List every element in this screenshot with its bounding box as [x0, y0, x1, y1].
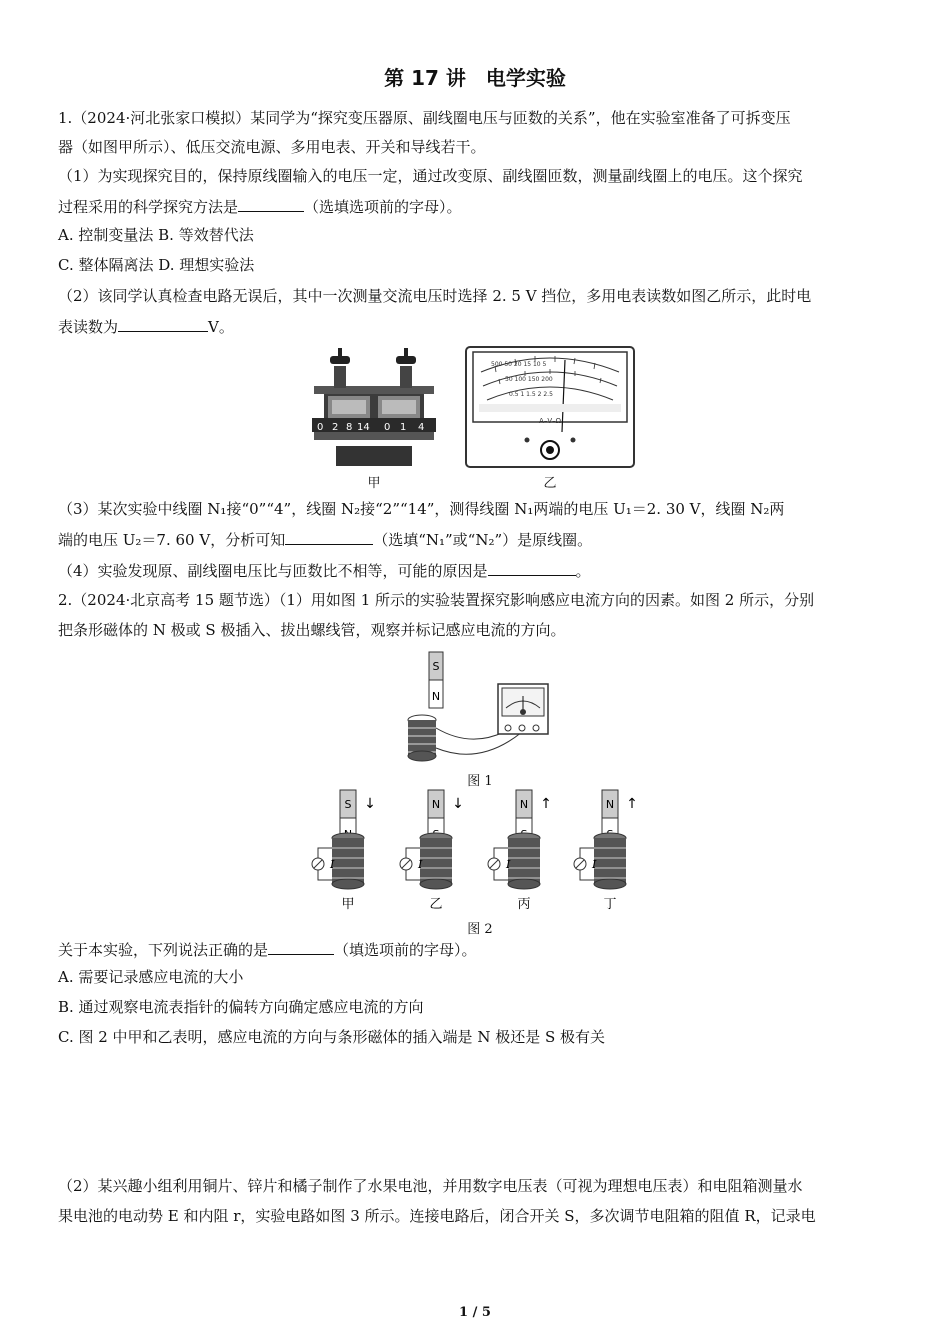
q1-part3-line-1: （3）某次实验中线圈 N₁接“0”“4”，线圈 N₂接“2”“14”，测得线圈 N₁两端的电压 U₁＝2. 30 V，线圈 N₂两: [58, 500, 785, 518]
answer-blank[interactable]: [268, 939, 334, 955]
q1-options-cd: C. 整体隔离法 D. 理想实验法: [58, 256, 255, 274]
terminal-label: 14: [357, 422, 370, 433]
figure-caption-jia: 甲: [367, 476, 381, 491]
answer-blank[interactable]: [238, 196, 304, 212]
motion-arrow: ↑: [626, 796, 638, 812]
q2-question-text: 关于本实验，下列说法正确的是: [58, 941, 269, 959]
q1-part4-text: （4）实验发现原、副线圈电压比与匝数比不相等，可能的原因是: [58, 562, 488, 580]
figure-caption-yi: 乙: [543, 476, 557, 491]
terminal-label: 0: [317, 422, 324, 433]
induction-case-panel: [562, 786, 652, 916]
page-number: 1 / 5: [459, 1305, 491, 1320]
current-symbol: I: [418, 858, 423, 871]
current-symbol: I: [330, 858, 335, 871]
terminal-label: 4: [418, 422, 425, 433]
transformer-figure: [312, 346, 436, 468]
current-symbol: I: [506, 858, 511, 871]
q1-options-ab: A. 控制变量法 B. 等效替代法: [58, 226, 254, 244]
q1-part2-line-2: [58, 316, 234, 337]
figure2-caption: 图 2: [467, 922, 493, 937]
panel-label: 乙: [429, 897, 443, 912]
q1-part1-line-1: （1）为实现探究目的，保持原线圈输入的电压一定，通过改变原、副线圈匝数，测量副线圈上的电压。这个探究: [58, 167, 803, 185]
svg-text:500 50 20 15 10 5: 500 50 20 15 10 5: [491, 361, 547, 368]
q1-part2-line-1: （2）该同学认真检查电路无误后，其中一次测量交流电压时选择 2. 5 V 挡位，多用电表读数如图乙所示，此时电: [58, 287, 812, 305]
q2-line-2: 把条形磁体的 N 极或 S 极插入、拔出螺线管，观察并标记感应电流的方向。: [58, 621, 566, 639]
q1-part3-line-2: [58, 529, 592, 550]
terminal-label: 8: [346, 422, 353, 433]
q2-line-1: 2.（2024·北京高考 15 题节选）（1）用如图 1 所示的实验装置探究影响感应电流方向的因素。如图 2 所示，分别: [58, 591, 815, 609]
motion-arrow: ↓: [452, 796, 464, 812]
induction-cases-figure: [300, 786, 660, 916]
motion-arrow: ↑: [540, 796, 552, 812]
answer-blank[interactable]: [118, 316, 208, 332]
answer-blank[interactable]: [488, 560, 576, 576]
terminal-label: 0: [384, 422, 391, 433]
meter-label: A–V–Ω: [539, 417, 561, 425]
magnet-top-pole: N: [431, 798, 441, 811]
magnet-top-pole: N: [519, 798, 529, 811]
q1-part2-text: 表读数为: [58, 318, 119, 336]
induction-setup-figure: [400, 648, 552, 768]
q1-part1-tail: （选填选项前的字母）。: [304, 198, 462, 216]
q2-part2-line-1: （2）某兴趣小组利用铜片、锌片和橘子制作了水果电池，并用数字电压表（可视为理想电压表）和电阻箱测量水: [58, 1177, 803, 1195]
multimeter-figure: [465, 346, 635, 468]
q2-option-c: C. 图 2 中甲和乙表明，感应电流的方向与条形磁体的插入端是 N 极还是 S 极有关: [58, 1028, 606, 1046]
current-symbol: I: [592, 858, 597, 871]
q1-line-2: 器（如图甲所示）、低压交流电源、多用电表、开关和导线若干。: [58, 138, 486, 156]
svg-text:0.5 1 1.5 2 2.5: 0.5 1 1.5 2 2.5: [509, 391, 553, 398]
title-topic: 电学实验: [485, 66, 566, 90]
terminal-label: 1: [400, 422, 407, 433]
q1-part3-tail: （选填“N₁”或“N₂”）是原线圈。: [373, 531, 593, 549]
q2-part2-line-2: 果电池的电动势 E 和内阻 r，实验电路如图 3 所示。连接电路后，闭合开关 S，多次调节电阻箱的阻值 R，记录电: [58, 1207, 816, 1225]
q2-question-tail: （填选项前的字母）。: [334, 941, 477, 959]
q1-part4-line: [58, 560, 591, 581]
q1-part1-text: 过程采用的科学探究方法是: [58, 198, 239, 216]
panel-label: 甲: [341, 897, 355, 912]
q2-question-line: [58, 939, 477, 960]
q1-part2-unit: V。: [208, 318, 234, 336]
q1-part1-line-2: [58, 196, 462, 217]
magnet-pole-label: N: [431, 690, 441, 703]
magnet-pole-label: S: [432, 660, 440, 673]
magnet-top-pole: N: [605, 798, 615, 811]
title-lecture: 第 17 讲: [384, 66, 466, 90]
q1-part4-tail: 。: [575, 562, 591, 580]
terminal-label: 2: [332, 422, 339, 433]
motion-arrow: ↓: [364, 796, 376, 812]
magnet-top-pole: S: [344, 798, 352, 811]
q2-option-a: A. 需要记录感应电流的大小: [58, 968, 244, 986]
q1-part3-text: 端的电压 U₂＝7. 60 V，分析可知: [58, 531, 286, 549]
q2-option-b: B. 通过观察电流表指针的偏转方向确定感应电流的方向: [58, 998, 424, 1016]
induction-case-panel: [300, 786, 390, 916]
figure1-caption-text: 图 1: [467, 774, 493, 789]
induction-case-panel: [476, 786, 566, 916]
panel-label: 丙: [517, 897, 531, 912]
page-title: [0, 62, 950, 91]
induction-case-panel: [388, 786, 478, 916]
panel-label: 丁: [603, 897, 617, 912]
svg-text:50 100 150 200: 50 100 150 200: [505, 376, 553, 383]
answer-blank[interactable]: [285, 529, 373, 545]
q1-line-1: 1.（2024·河北张家口模拟）某同学为“探究变压器原、副线圈电压与匝数的关系”，他在实验室准备了可拆变压: [58, 109, 791, 127]
